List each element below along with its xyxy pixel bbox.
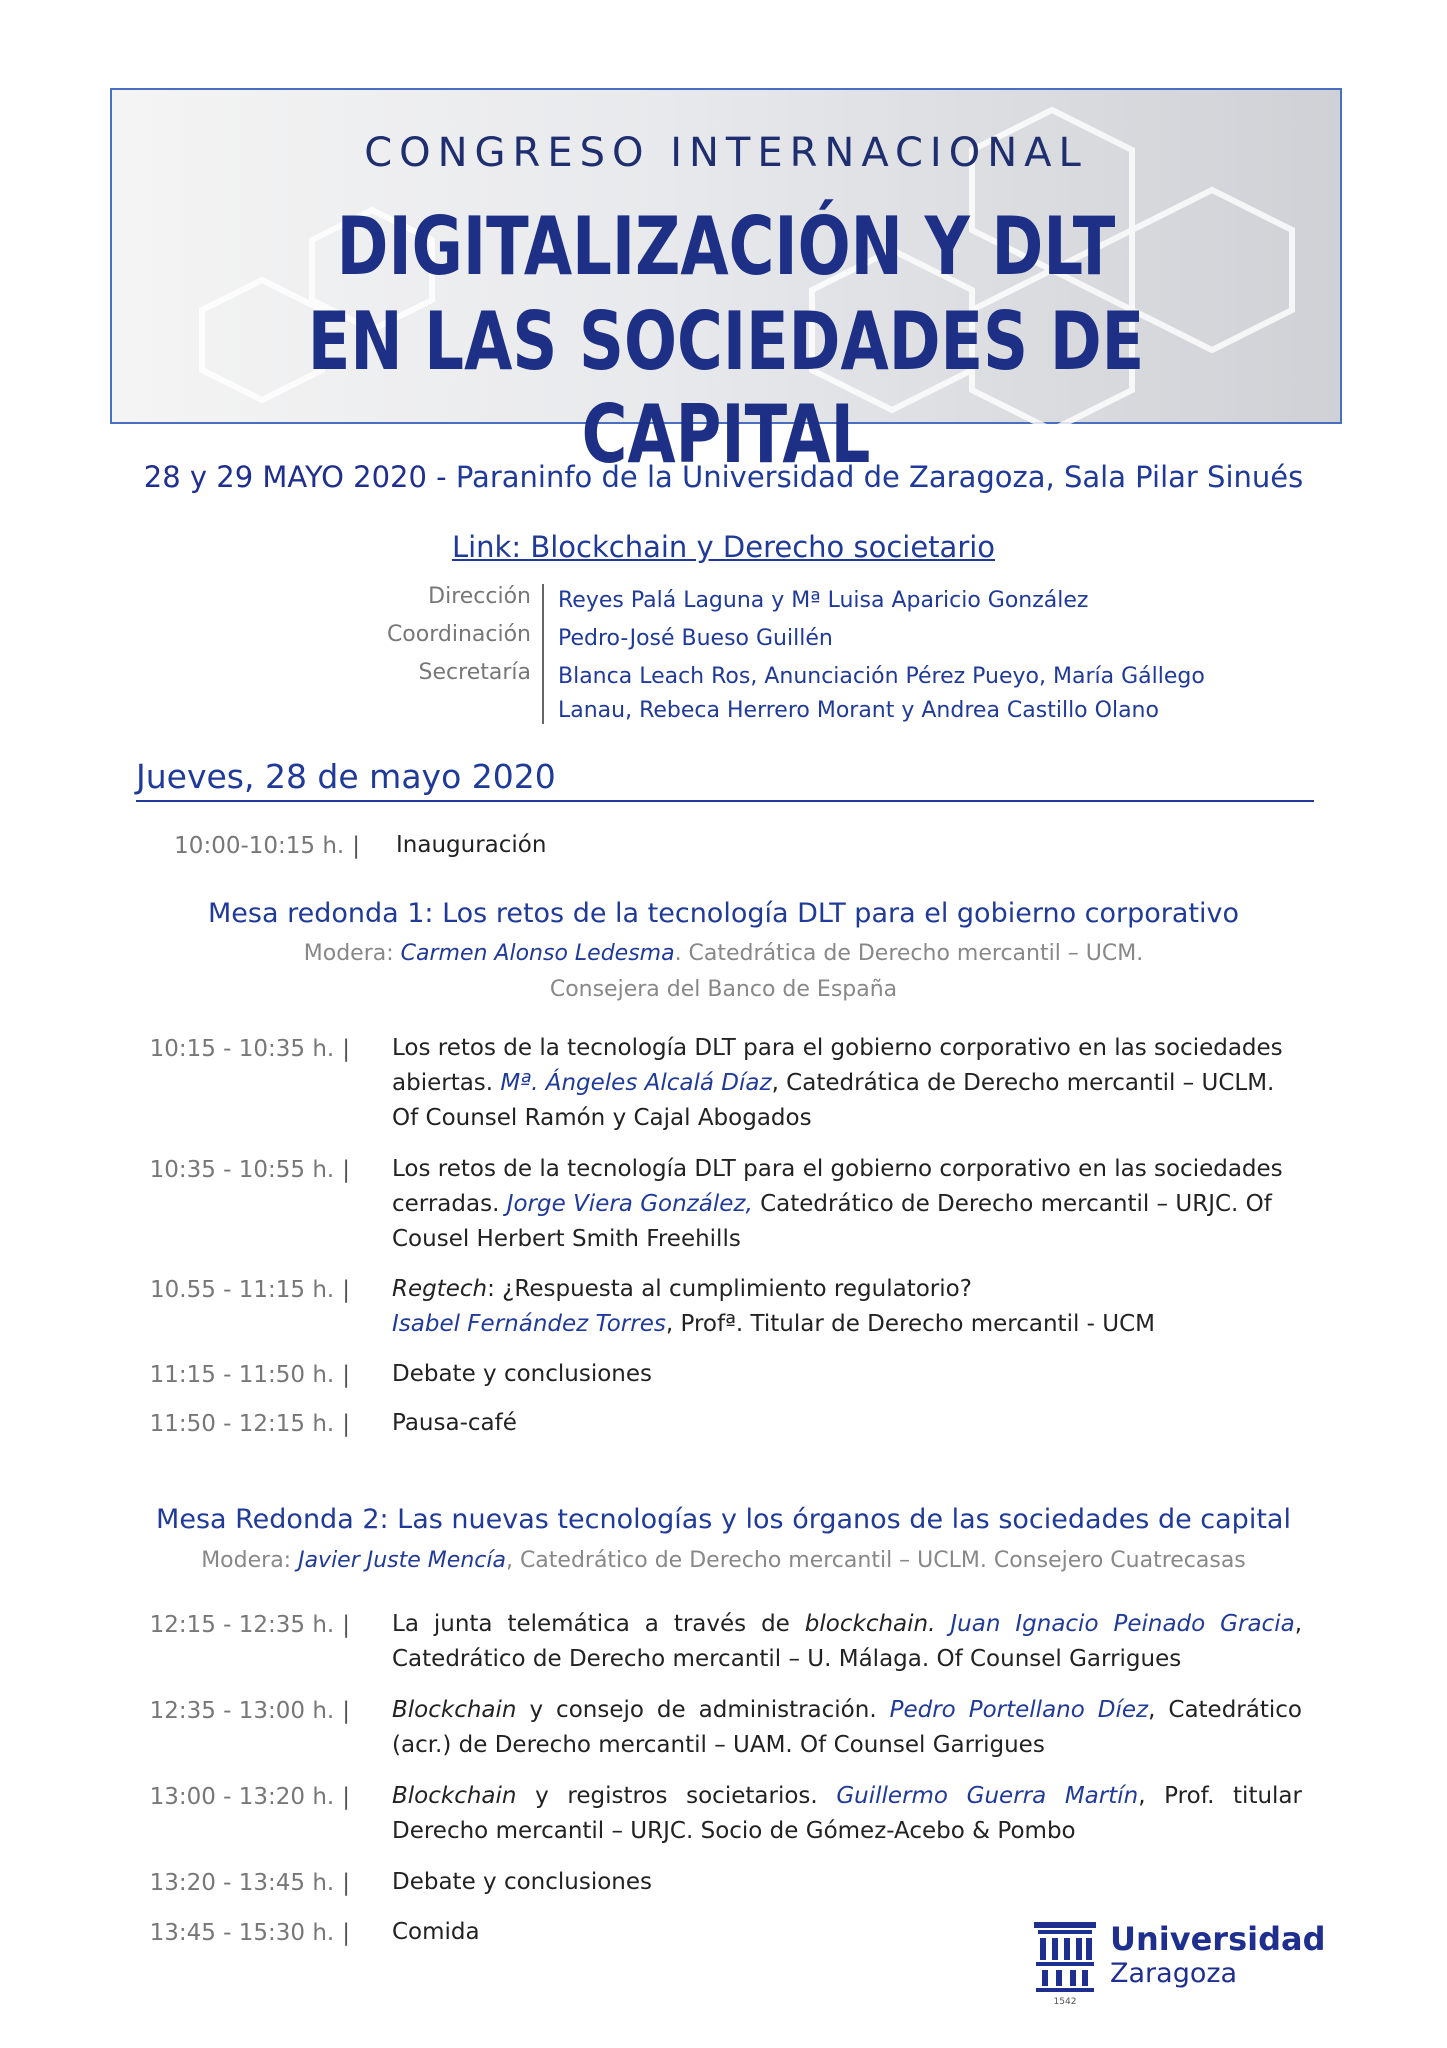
- moderator-name: Carmen Alonso Ledesma: [400, 941, 675, 966]
- day-heading: Jueves, 28 de mayo 2020: [136, 757, 556, 796]
- session-time: 12:35 - 13:00 h. |: [149, 1698, 350, 1724]
- speaker-name: Pedro Portellano Díez: [889, 1697, 1149, 1723]
- session-talk: Los retos de la tecnología DLT para el gobierno corporativo en las sociedades abiertas. Mª. Ángeles Alcalá Díaz, Catedrática de Derecho mercantil – UCLM. Of Counsel Ramón y Cajal Abogados: [392, 1035, 1283, 1131]
- session-label: Debate y conclusiones: [392, 1869, 653, 1895]
- organizer-role: Secretaría: [418, 660, 531, 685]
- organizers-divider: [542, 584, 544, 724]
- day-heading-rule: [136, 800, 1314, 802]
- organizer-role: Coordinación: [386, 622, 531, 647]
- session-time: 11:50 - 12:15 h. |: [149, 1411, 350, 1437]
- session-talk: Blockchain y registros societarios. Guillermo Guerra Martín, Prof. titular Derecho mercantil – URJC. Socio de Gómez-Acebo & Pombo: [392, 1783, 1302, 1844]
- banner-line-2: DIGITALIZACIÓN Y DLT: [336, 200, 1116, 293]
- university-logo: [1030, 1920, 1330, 2010]
- blockchain-link[interactable]: Link: Blockchain y Derecho societario: [451, 530, 996, 564]
- university-emblem-icon: [1030, 1920, 1100, 2008]
- emblem-year: 1542: [1053, 1997, 1077, 2007]
- banner-line-1: CONGRESO INTERNACIONAL: [364, 130, 1088, 176]
- session-time: 11:15 - 11:50 h. |: [149, 1362, 350, 1388]
- session-time: 10:35 - 10:55 h. |: [149, 1157, 350, 1183]
- session-time: 13:00 - 13:20 h. |: [149, 1784, 350, 1810]
- session-label: Inauguración: [396, 832, 547, 858]
- moderator-name: Javier Juste Mencía: [298, 1548, 506, 1573]
- event-dateline: [0, 460, 1447, 494]
- speaker-name: Jorge Viera González,: [506, 1191, 753, 1217]
- organizer-role: Dirección: [428, 584, 531, 609]
- banner-line-3: EN LAS SOCIEDADES DE CAPITAL: [307, 295, 1145, 481]
- mesa-2-title: Mesa Redonda 2: Las nuevas tecnologías y los órganos de las sociedades de capital: [156, 1504, 1291, 1535]
- speaker-name: Juan Ignacio Peinado Gracia: [935, 1611, 1295, 1637]
- session-label: Pausa-café: [392, 1410, 517, 1436]
- session-talk: Blockchain y consejo de administración. Pedro Portellano Díez, Catedrático (acr.) de Derecho mercantil – UAM. Of Counsel Garrigues: [392, 1697, 1302, 1758]
- time-text: 10:00-10:15 h.: [174, 833, 345, 859]
- session-talk: Regtech: ¿Respuesta al cumplimiento regulatorio? Isabel Fernández Torres, Profª. Titular de Derecho mercantil - UCM: [392, 1276, 1156, 1337]
- event-venue: Paraninfo de la Universidad de Zaragoza, Sala Pilar Sinués: [446, 460, 1304, 494]
- organizer-names: Pedro-José Bueso Guillén: [558, 626, 833, 651]
- mesa-1-title: Mesa redonda 1: Los retos de la tecnología DLT para el gobierno corporativo: [207, 898, 1240, 929]
- session-time: [130, 833, 360, 859]
- session-time: 12:15 - 12:35 h. |: [149, 1612, 350, 1638]
- session-time: 10.55 - 11:15 h. |: [150, 1277, 350, 1303]
- event-date: 28 y 29 MAYO 2020 -: [143, 460, 447, 494]
- session-label: Debate y conclusiones: [392, 1361, 653, 1387]
- speaker-name: Mª. Ángeles Alcalá Díaz: [500, 1070, 772, 1096]
- speaker-name: Isabel Fernández Torres: [392, 1311, 666, 1337]
- logo-subtitle: Zaragoza: [1110, 1958, 1238, 1989]
- speaker-name: Guillermo Guerra Martín: [836, 1783, 1139, 1809]
- session-time: 13:45 - 15:30 h. |: [149, 1920, 350, 1946]
- session-label: Comida: [392, 1919, 480, 1945]
- session-talk: Los retos de la tecnología DLT para el gobierno corporativo en las sociedades cerradas. Jorge Viera González, Catedrático de Derecho mercantil – URJC. Of Cousel Herbert Smith Freehills: [392, 1156, 1283, 1252]
- time-separator: |: [352, 833, 360, 859]
- mesa-1-moderator: Modera: Carmen Alonso Ledesma. Catedrática de Derecho mercantil – UCM. Consejera del Banco de España: [303, 941, 1144, 1002]
- logo-title: Universidad: [1110, 1920, 1326, 1958]
- session-time: 10:15 - 10:35 h. |: [149, 1036, 350, 1062]
- organizer-names: Blanca Leach Ros, Anunciación Pérez Pueyo, María Gállego Lanau, Rebeca Herrero Morant y Andrea Castillo Olano: [558, 664, 1205, 723]
- session-time: 13:20 - 13:45 h. |: [149, 1870, 350, 1896]
- organizer-names: Reyes Palá Laguna y Mª Luisa Aparicio González: [558, 588, 1089, 613]
- mesa-2-moderator: Modera: Javier Juste Mencía, Catedrático de Derecho mercantil – UCLM. Consejero Cuatrecasas: [201, 1548, 1246, 1573]
- session-talk: La junta telemática a través de blockchain. Juan Ignacio Peinado Gracia, Catedrático de Derecho mercantil – U. Málaga. Of Counsel Garrigues: [392, 1611, 1302, 1672]
